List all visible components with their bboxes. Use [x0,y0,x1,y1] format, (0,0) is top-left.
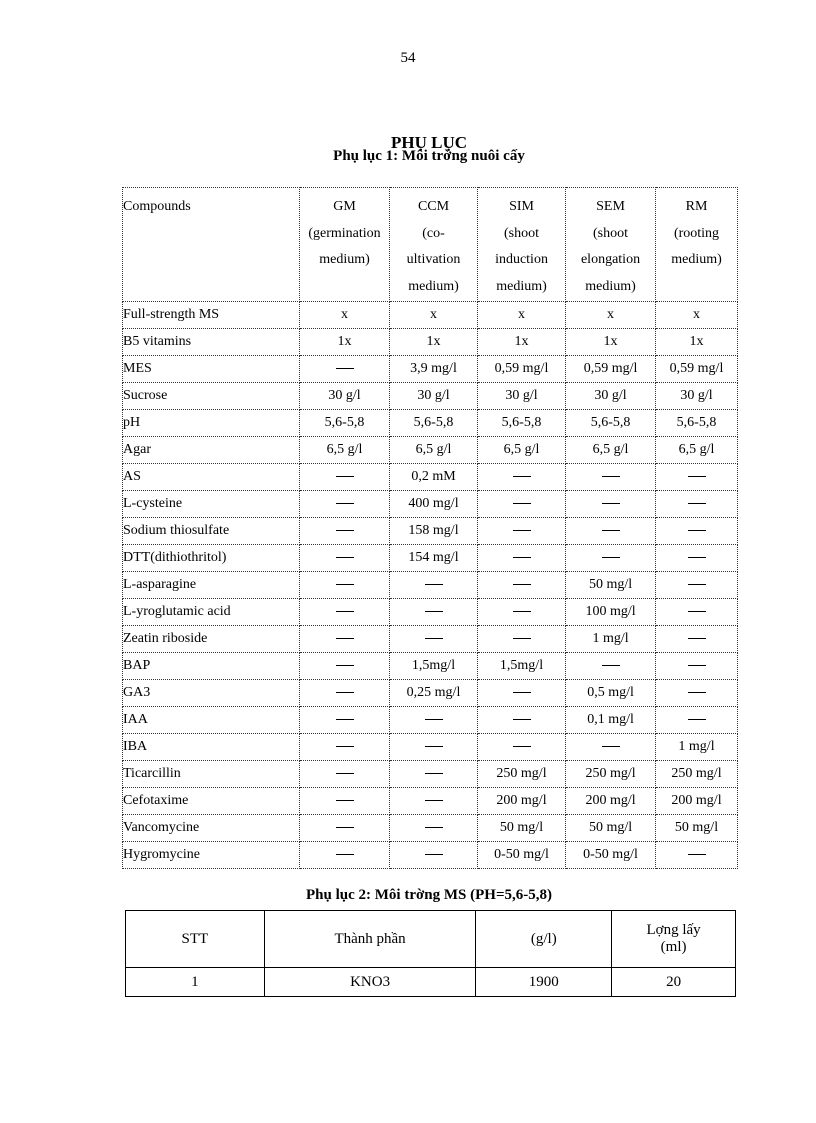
value-cell [300,518,390,545]
value-cell [478,599,566,626]
value-cell [656,572,738,599]
value-cell [566,545,656,572]
value-cell [300,653,390,680]
column-header-line: CCM [417,199,450,214]
column-header [300,188,390,302]
table-row [123,626,738,653]
table-row [123,680,738,707]
value-cell [566,518,656,545]
dash-mark [425,746,443,747]
ms-medium-table [125,910,736,997]
dash-mark [425,611,443,612]
value-cell: 1 mg/l [656,734,738,761]
compound-name-cell: AS [123,464,300,491]
value-cell: 5,6-5,8 [566,410,656,437]
value-cell: 6,5 g/l [566,437,656,464]
value-cell: 1,5mg/l [478,653,566,680]
value-cell: x [300,302,390,329]
value-cell: 5,6-5,8 [300,410,390,437]
value-cell: 400 mg/l [390,491,478,518]
value-cell [390,788,478,815]
value-cell [300,842,390,869]
dash-mark [336,692,354,693]
table-row [123,734,738,761]
dash-mark [425,584,443,585]
value-cell [478,518,566,545]
dash-mark [513,503,531,504]
column-header-line: medium) [585,278,636,294]
dash-mark [336,719,354,720]
value-cell [656,680,738,707]
dash-mark [336,584,354,585]
compound-name-cell: GA3 [123,680,300,707]
column-header-line: SIM [509,199,534,214]
column-header: STT [126,911,265,968]
dash-mark [336,557,354,558]
dash-mark [688,638,706,639]
compound-name-cell: DTT(dithiothritol) [123,545,300,572]
dash-mark [513,557,531,558]
value-cell [390,842,478,869]
compound-name-cell: IBA [123,734,300,761]
column-header-line: medium) [408,278,459,294]
compound-name-cell: Sucrose [123,383,300,410]
value-cell: 30 g/l [656,383,738,410]
dash-mark [425,638,443,639]
column-header-line: medium) [671,252,722,267]
dash-mark [336,530,354,531]
value-cell [656,626,738,653]
dash-mark [688,665,706,666]
value-cell: 1x [478,329,566,356]
column-header-line: (co- [422,225,445,241]
value-cell [656,545,738,572]
value-cell [478,626,566,653]
value-cell [566,464,656,491]
table-row [123,518,738,545]
page-number: 54 [400,50,416,66]
dash-mark [336,746,354,747]
compound-name-cell: BAP [123,653,300,680]
value-cell [656,707,738,734]
value-cell: 250 mg/l [656,761,738,788]
value-cell: 50 mg/l [566,572,656,599]
compound-name-cell: IAA [123,707,300,734]
dash-mark [336,665,354,666]
value-cell [478,707,566,734]
dash-mark [425,800,443,801]
table-row [123,842,738,869]
value-cell [300,599,390,626]
table-row [123,491,738,518]
page-title: PHỤ LỤC [390,133,468,152]
compound-name-cell: L-cysteine [123,491,300,518]
value-cell: 1 [126,968,265,997]
compound-name-cell: Vancomycine [123,815,300,842]
column-header-line: (rooting [673,225,720,241]
value-cell [390,626,478,653]
table-row [123,707,738,734]
value-cell: 6,5 g/l [300,437,390,464]
value-cell: 20 [612,968,736,997]
column-header [656,188,738,302]
table-row [123,410,738,437]
column-header-line: (germination [308,225,381,241]
value-cell: 0-50 mg/l [566,842,656,869]
dash-mark [425,719,443,720]
dash-mark [688,530,706,531]
table-row [123,761,738,788]
dash-mark [602,530,620,531]
column-header-line: elongation [580,252,641,267]
value-cell: 1900 [476,968,612,997]
dash-mark [602,503,620,504]
value-cell [566,491,656,518]
value-cell: 30 g/l [566,383,656,410]
value-cell [478,680,566,707]
value-cell [478,491,566,518]
value-cell: 5,6-5,8 [656,410,738,437]
value-cell: 1x [656,329,738,356]
value-cell: 50 mg/l [656,815,738,842]
value-cell: 200 mg/l [566,788,656,815]
compound-name-cell: Sodium thiosulfate [123,518,300,545]
value-cell [300,734,390,761]
value-cell: 3,9 mg/l [390,356,478,383]
compound-name-cell: Ticarcillin [123,761,300,788]
dash-mark [336,638,354,639]
table-row [123,383,738,410]
compound-name-cell: L-yroglutamic acid [123,599,300,626]
table-row [123,356,738,383]
dash-mark [336,827,354,828]
value-cell: 1x [300,329,390,356]
dash-mark [425,827,443,828]
column-header-line: GM [333,199,356,214]
dash-mark [688,584,706,585]
table-row [123,464,738,491]
value-cell [300,491,390,518]
value-cell [478,734,566,761]
compound-name-cell: Full-strength MS [123,302,300,329]
dash-mark [688,719,706,720]
dash-mark [336,800,354,801]
table-row [123,572,738,599]
dash-mark [688,503,706,504]
table-row [123,545,738,572]
value-cell: 0,59 mg/l [566,356,656,383]
dash-mark [513,638,531,639]
value-cell: KNO3 [264,968,476,997]
value-cell [300,815,390,842]
value-cell [390,761,478,788]
value-cell: 0-50 mg/l [478,842,566,869]
dash-mark [336,503,354,504]
column-header [478,188,566,302]
compound-name-cell: L-asparagine [123,572,300,599]
value-cell: 0,1 mg/l [566,707,656,734]
dash-mark [602,557,620,558]
table-row [123,815,738,842]
table-row [123,653,738,680]
dash-mark [336,773,354,774]
compound-name-cell: MES [123,356,300,383]
column-header-line: induction [495,252,548,267]
value-cell: 154 mg/l [390,545,478,572]
dash-mark [336,476,354,477]
appendix-1-subtitle: Phụ lục 1: Môi trờng nuôi cấy [333,148,525,164]
value-cell [656,599,738,626]
value-cell [566,653,656,680]
dash-mark [602,665,620,666]
value-cell: 0,2 mM [390,464,478,491]
value-cell: 200 mg/l [478,788,566,815]
table-row [123,599,738,626]
value-cell: 100 mg/l [566,599,656,626]
value-cell: 0,59 mg/l [478,356,566,383]
value-cell [300,626,390,653]
value-cell [300,545,390,572]
dash-mark [602,746,620,747]
culture-media-table [122,187,738,869]
column-header-line: (shoot [593,225,629,241]
column-header-line: (shoot [504,225,540,241]
value-cell: 6,5 g/l [390,437,478,464]
value-cell: 1x [566,329,656,356]
column-header-line: ultivation [406,252,461,267]
table-header-row [123,188,738,302]
value-cell [390,599,478,626]
value-cell: 1x [390,329,478,356]
value-cell: 6,5 g/l [478,437,566,464]
value-cell [390,734,478,761]
value-cell: 0,5 mg/l [566,680,656,707]
value-cell [300,761,390,788]
compound-name-cell: Agar [123,437,300,464]
value-cell [478,572,566,599]
dash-mark [336,611,354,612]
column-header: Lợng lấy (ml) [612,911,736,968]
dash-mark [513,692,531,693]
value-cell [300,707,390,734]
value-cell [566,734,656,761]
column-header-line: RM [685,199,708,214]
value-cell: 1,5mg/l [390,653,478,680]
table-row [123,788,738,815]
dash-mark [336,854,354,855]
column-header [390,188,478,302]
value-cell [300,464,390,491]
value-cell [390,707,478,734]
compound-name-cell: Cefotaxime [123,788,300,815]
value-cell: 50 mg/l [566,815,656,842]
dash-mark [513,584,531,585]
dash-mark [688,854,706,855]
table-row [123,437,738,464]
column-header-line: SEM [596,199,625,214]
table-row [123,302,738,329]
column-header [566,188,656,302]
value-cell: 5,6-5,8 [478,410,566,437]
dash-mark [425,854,443,855]
column-header-line: medium) [496,278,547,294]
dash-mark [513,611,531,612]
dash-mark [688,692,706,693]
value-cell: 1 mg/l [566,626,656,653]
dash-mark [688,611,706,612]
value-cell [390,815,478,842]
dash-mark [688,476,706,477]
dash-mark [336,368,354,369]
dash-mark [602,476,620,477]
value-cell [300,788,390,815]
value-cell: 0,59 mg/l [656,356,738,383]
dash-mark [513,476,531,477]
value-cell [390,572,478,599]
value-cell [300,356,390,383]
value-cell: x [566,302,656,329]
value-cell: 200 mg/l [656,788,738,815]
value-cell: 250 mg/l [478,761,566,788]
value-cell [656,518,738,545]
value-cell [656,842,738,869]
value-cell [478,464,566,491]
column-header [123,188,300,302]
column-header: Thành phần [264,911,476,968]
value-cell: 30 g/l [300,383,390,410]
table-header-row [126,911,736,968]
table-row [126,968,736,997]
dash-mark [513,530,531,531]
compound-name-cell: Hygromycine [123,842,300,869]
value-cell: 50 mg/l [478,815,566,842]
value-cell [300,680,390,707]
dash-mark [688,557,706,558]
value-cell: x [478,302,566,329]
value-cell [656,491,738,518]
value-cell: 6,5 g/l [656,437,738,464]
table-row [123,329,738,356]
dash-mark [425,773,443,774]
dash-mark [513,746,531,747]
value-cell: x [656,302,738,329]
value-cell [300,572,390,599]
value-cell: 250 mg/l [566,761,656,788]
compound-name-cell: pH [123,410,300,437]
value-cell [656,653,738,680]
value-cell: 30 g/l [478,383,566,410]
dash-mark [513,719,531,720]
compound-name-cell: Zeatin riboside [123,626,300,653]
value-cell [478,545,566,572]
value-cell: 158 mg/l [390,518,478,545]
value-cell: 0,25 mg/l [390,680,478,707]
column-header: (g/l) [476,911,612,968]
value-cell: 30 g/l [390,383,478,410]
column-header-line: medium) [319,252,370,267]
value-cell [656,464,738,491]
value-cell: x [390,302,478,329]
value-cell: 5,6-5,8 [390,410,478,437]
appendix-2-title: Phụ lục 2: Môi trờng MS (PH=5,6-5,8) [306,887,552,903]
column-header-line: Compounds [123,199,191,214]
compound-name-cell: B5 vitamins [123,329,300,356]
